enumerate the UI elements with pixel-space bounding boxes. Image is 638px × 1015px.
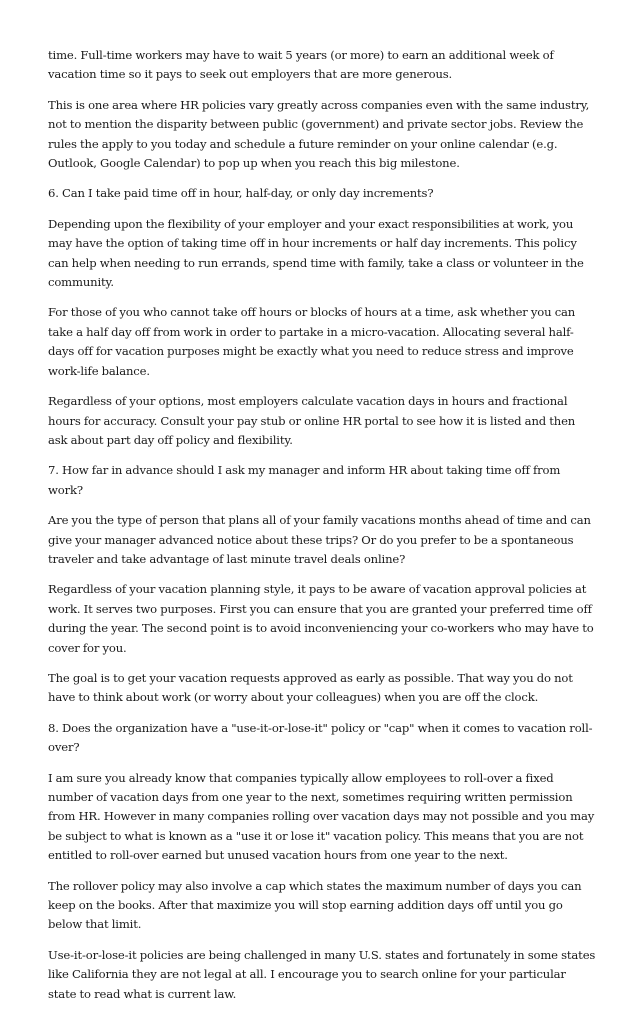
question-7-heading: 7. How far in advance should I ask my manager and inform HR about taking time off from work? [48, 463, 561, 497]
question-8-heading: 8. Does the organization have a "use-it-or-lose-it" policy or "cap" when it comes to vacation roll-over? [48, 720, 593, 755]
paragraph-approval-policies: Regardless of your vacation planning style, it pays to be aware of vacation approval policies at work. It serves two purposes. First you can ensure that you are granted your preferred time off during the year. The second point is to avoid inconveniencing your co-workers who may have to cover for you. [48, 582, 594, 655]
paragraph-fractional-hours: Regardless of your options, most employers calculate vacation days in hours and fractional hours for accuracy. Consult your pay stub or online HR portal to see how it is listed and then ask about part day off policy and flexibility. [48, 394, 576, 447]
paragraph-roll-over: I am sure you already know that companies typically allow employees to roll-over a fixed number of vacation days from one year to the next, sometimes requiring written permission from HR. However in many companies rolling over vacation days may not possible and you may be subject to what is known as a "use it or lose it" vacation policy. This means that you are not entitled to roll-over earned but unused vacation hours from one year to the next. [48, 770, 595, 863]
paragraph-goal: The goal is to get your vacation requests approved as early as possible. That way you do not have to think about work (or worry about your colleagues) when you are off the clock. [48, 670, 573, 705]
question-6-heading: 6. Can I take paid time off in hour, half-day, or only day increments? [48, 186, 434, 201]
paragraph-hr-policies: This is one area where HR policies vary greatly across companies even with the same industry, not to mention the disparity between public (government) and private sector jobs. Review the rules the apply to you today and schedule a future reminder on your online calendar (e.g. Outlook, Google Calendar) to pop up when you reach this big milestone. [48, 97, 590, 171]
paragraph-continuation: time. Full-time workers may have to wait 5 years (or more) to earn an additional week of vacation time so it pays to seek out employers that are more generous. [48, 48, 554, 82]
paragraph-planning-type: Are you the type of person that plans all of your family vacations months ahead of time and can give your manager advanced notice about these trips? Or do you prefer to be a spontaneous traveler and take advantage of last minute travel deals online? [48, 513, 591, 566]
paragraph-cap: The rollover policy may also involve a cap which states the maximum number of days you can keep on the books. After that maximize you will stop earning addition days off until you go below that limit. [48, 878, 582, 932]
paragraph-flexibility: Depending upon the flexibility of your employer and your exact responsibilities at work, you may have the option of taking time off in hour increments or half day increments. This policy can help when needing to run errands, spend time with family, take a class or volunteer in the community. [48, 216, 584, 290]
paragraph-legal-status: Use-it-or-lose-it policies are being challenged in many U.S. states and fortunately in some states like California they are not legal at all. I encourage you to search online for your particular state to read what is current law. [48, 947, 596, 1001]
document-page [48, 46, 596, 1015]
paragraph-half-day: For those of you who cannot take off hours or blocks of hours at a time, ask whether you can take a half day off from work in order to partake in a micro-vacation. Allocating several half-days off for vacation purposes might be exactly what you need to reduce stress and improve work-life balance. [48, 305, 576, 378]
